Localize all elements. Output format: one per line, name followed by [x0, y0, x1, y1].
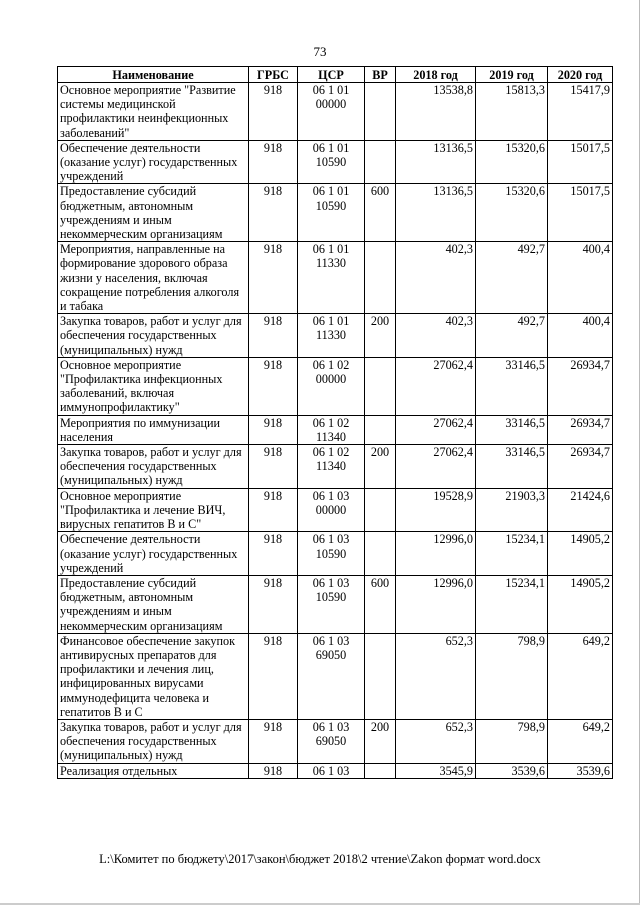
cell-2019: 798,9	[476, 719, 548, 763]
cell-grbs: 918	[249, 184, 298, 242]
table-row	[58, 763, 613, 778]
cell-name: Обеспечение деятельности (оказание услуг) государственных учреждений	[58, 140, 249, 184]
cell-grbs: 918	[249, 242, 298, 314]
cell-vr	[365, 532, 396, 576]
cell-2018: 13136,5	[396, 140, 476, 184]
cell-2018: 27062,4	[396, 415, 476, 444]
cell-2020: 14905,2	[548, 532, 613, 576]
cell-vr	[365, 415, 396, 444]
cell-2018: 652,3	[396, 719, 476, 763]
cell-csr: 06 1 03 10590	[298, 532, 365, 576]
cell-2019: 33146,5	[476, 415, 548, 444]
header-vr: ВР	[365, 67, 396, 83]
cell-csr: 06 1 03 69050	[298, 633, 365, 719]
cell-vr	[365, 83, 396, 141]
cell-name: Закупка товаров, работ и услуг для обеспечения государственных (муниципальных) нужд	[58, 314, 249, 358]
header-2019: 2019 год	[476, 67, 548, 83]
cell-2020: 400,4	[548, 314, 613, 358]
cell-2018: 652,3	[396, 633, 476, 719]
table-row	[58, 575, 613, 633]
header-grbs: ГРБС	[249, 67, 298, 83]
document-file-path: L:\Комитет по бюджету\2017\закон\бюджет 2018\2 чтение\Zakon формат word.docx	[99, 852, 541, 866]
cell-2019: 15813,3	[476, 83, 548, 141]
table-row	[58, 83, 613, 141]
cell-2018: 402,3	[396, 314, 476, 358]
header-2020: 2020 год	[548, 67, 613, 83]
cell-grbs: 918	[249, 445, 298, 489]
cell-2019: 15234,1	[476, 532, 548, 576]
cell-2020: 15017,5	[548, 184, 613, 242]
cell-grbs: 918	[249, 575, 298, 633]
cell-vr	[365, 357, 396, 415]
cell-vr	[365, 140, 396, 184]
cell-name: Мероприятия по иммунизации населения	[58, 415, 249, 444]
cell-2019: 33146,5	[476, 357, 548, 415]
cell-name: Закупка товаров, работ и услуг для обеспечения государственных (муниципальных) нужд	[58, 719, 249, 763]
table-header-row	[58, 67, 613, 83]
cell-2020: 26934,7	[548, 415, 613, 444]
cell-vr: 600	[365, 184, 396, 242]
cell-vr	[365, 763, 396, 778]
cell-2019: 15234,1	[476, 575, 548, 633]
cell-2020: 15017,5	[548, 140, 613, 184]
cell-name: Реализация отдельных	[58, 763, 249, 778]
cell-name: Основное мероприятие "Профилактика и лечение ВИЧ, вирусных гепатитов В и С"	[58, 488, 249, 532]
table-row	[58, 357, 613, 415]
cell-name: Основное мероприятие "Профилактика инфекционных заболеваний, включая иммунопрофилактику"	[58, 357, 249, 415]
cell-2019: 15320,6	[476, 184, 548, 242]
cell-2019: 15320,6	[476, 140, 548, 184]
table-row	[58, 140, 613, 184]
cell-2020: 649,2	[548, 633, 613, 719]
cell-vr: 600	[365, 575, 396, 633]
cell-grbs: 918	[249, 415, 298, 444]
table-row	[58, 314, 613, 358]
cell-2018: 3545,9	[396, 763, 476, 778]
cell-2018: 13538,8	[396, 83, 476, 141]
cell-vr	[365, 488, 396, 532]
cell-2020: 14905,2	[548, 575, 613, 633]
cell-name: Обеспечение деятельности (оказание услуг) государственных учреждений	[58, 532, 249, 576]
header-name: Наименование	[58, 67, 249, 83]
cell-2018: 27062,4	[396, 357, 476, 415]
cell-2019: 492,7	[476, 242, 548, 314]
table-row	[58, 633, 613, 719]
cell-2019: 21903,3	[476, 488, 548, 532]
cell-grbs: 918	[249, 633, 298, 719]
cell-2019: 798,9	[476, 633, 548, 719]
cell-2018: 13136,5	[396, 184, 476, 242]
cell-2018: 27062,4	[396, 445, 476, 489]
cell-csr: 06 1 01 11330	[298, 242, 365, 314]
budget-table	[57, 66, 613, 779]
cell-csr: 06 1 02 00000	[298, 357, 365, 415]
cell-csr: 06 1 03 10590	[298, 575, 365, 633]
table-row	[58, 445, 613, 489]
table-row	[58, 184, 613, 242]
cell-grbs: 918	[249, 357, 298, 415]
page-number: 73	[313, 44, 327, 59]
cell-2019: 33146,5	[476, 445, 548, 489]
cell-vr: 200	[365, 314, 396, 358]
cell-2019: 3539,6	[476, 763, 548, 778]
cell-2020: 26934,7	[548, 357, 613, 415]
table-row	[58, 242, 613, 314]
cell-grbs: 918	[249, 140, 298, 184]
cell-grbs: 918	[249, 719, 298, 763]
cell-grbs: 918	[249, 83, 298, 141]
cell-csr: 06 1 03	[298, 763, 365, 778]
cell-grbs: 918	[249, 763, 298, 778]
cell-2018: 19528,9	[396, 488, 476, 532]
cell-2020: 649,2	[548, 719, 613, 763]
table-row	[58, 488, 613, 532]
cell-2020: 400,4	[548, 242, 613, 314]
cell-2018: 12996,0	[396, 575, 476, 633]
cell-name: Финансовое обеспечение закупок антивирусных препаратов для профилактики и лечения лиц, инфицированных вирусами иммунодефицита человека и гепатитов В и С	[58, 633, 249, 719]
cell-2020: 3539,6	[548, 763, 613, 778]
cell-name: Основное мероприятие "Развитие системы медицинской профилактики неинфекционных заболеваний"	[58, 83, 249, 141]
cell-csr: 06 1 01 11330	[298, 314, 365, 358]
cell-2020: 21424,6	[548, 488, 613, 532]
cell-vr: 200	[365, 719, 396, 763]
cell-name: Предоставление субсидий бюджетным, автономным учреждениям и иным некоммерческим организациям	[58, 575, 249, 633]
cell-name: Предоставление субсидий бюджетным, автономным учреждениям и иным некоммерческим организациям	[58, 184, 249, 242]
cell-csr: 06 1 01 00000	[298, 83, 365, 141]
cell-2019: 492,7	[476, 314, 548, 358]
cell-grbs: 918	[249, 488, 298, 532]
header-2018: 2018 год	[396, 67, 476, 83]
cell-name: Мероприятия, направленные на формирование здорового образа жизни у населения, включая сокращение потребления алкоголя и табака	[58, 242, 249, 314]
cell-name: Закупка товаров, работ и услуг для обеспечения государственных (муниципальных) нужд	[58, 445, 249, 489]
cell-2018: 402,3	[396, 242, 476, 314]
cell-2020: 26934,7	[548, 445, 613, 489]
cell-csr: 06 1 02 11340	[298, 445, 365, 489]
table-row	[58, 415, 613, 444]
cell-2018: 12996,0	[396, 532, 476, 576]
cell-csr: 06 1 03 69050	[298, 719, 365, 763]
cell-2020: 15417,9	[548, 83, 613, 141]
cell-vr	[365, 633, 396, 719]
table-row	[58, 532, 613, 576]
header-csr: ЦСР	[298, 67, 365, 83]
cell-csr: 06 1 03 00000	[298, 488, 365, 532]
cell-vr	[365, 242, 396, 314]
cell-grbs: 918	[249, 532, 298, 576]
cell-grbs: 918	[249, 314, 298, 358]
cell-csr: 06 1 01 10590	[298, 140, 365, 184]
table-row	[58, 719, 613, 763]
cell-vr: 200	[365, 445, 396, 489]
cell-csr: 06 1 02 11340	[298, 415, 365, 444]
cell-csr: 06 1 01 10590	[298, 184, 365, 242]
